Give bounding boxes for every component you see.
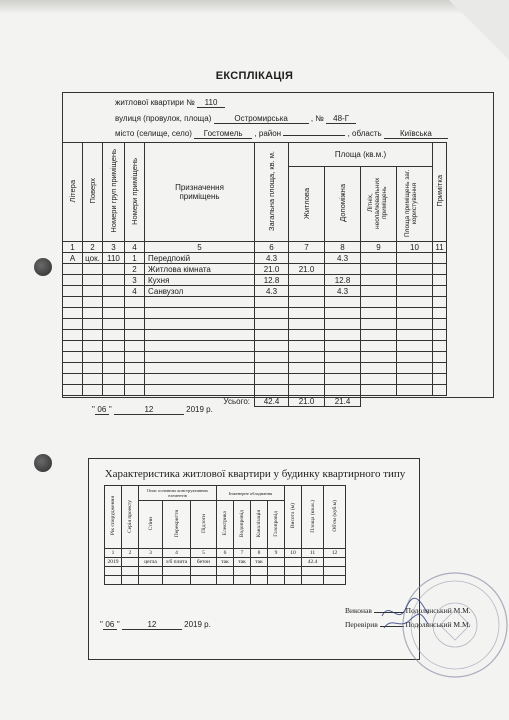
- char-col-number: 4: [163, 549, 191, 558]
- street-value: Остромирська: [214, 114, 309, 124]
- cell-note: [433, 286, 447, 297]
- char-col-number: 7: [234, 549, 251, 558]
- cell-living: [289, 253, 325, 264]
- house-number: 48-Г: [326, 114, 356, 124]
- char-cell-volume: [324, 558, 346, 567]
- executor-name: Подолянський М.М.: [405, 606, 471, 615]
- char-cell-height: [285, 558, 302, 567]
- char-cell-walls: цегла: [139, 558, 163, 567]
- char-col-engineering-group: Інженерне обладнання: [217, 486, 285, 501]
- document-title: ЕКСПЛІКАЦІЯ: [215, 70, 294, 82]
- col-number: 7: [289, 242, 325, 253]
- empty-row: [63, 297, 447, 308]
- cell-floor: [83, 264, 103, 275]
- punch-hole-bottom: [34, 454, 52, 472]
- char-col-height: Висота (м): [290, 503, 296, 529]
- char-cell-year: 2019: [105, 558, 122, 567]
- cell-auxiliary: 12.8: [325, 275, 361, 286]
- char-col-volume: Об'єм (куб.м): [331, 500, 338, 532]
- cell-note: [433, 264, 447, 275]
- cell-room-no: 3: [125, 275, 145, 286]
- char-data-row: [105, 558, 346, 567]
- char-cell-series: [122, 558, 139, 567]
- city-value: Гостомель: [194, 129, 252, 139]
- cell-room-no: 4: [125, 286, 145, 297]
- table-row: [63, 286, 447, 297]
- char-col-number: 1: [105, 549, 122, 558]
- region-value: Київська: [384, 129, 448, 139]
- empty-row: [63, 385, 447, 396]
- cell-summer: [361, 264, 397, 275]
- date-line-1: " 06 " 12 2019 р.: [92, 405, 213, 414]
- cell-total-area: 4.3: [255, 253, 289, 264]
- col-purpose: Призначення приміщень: [145, 143, 255, 242]
- scan-shadow: [0, 0, 509, 14]
- cell-room-no: 1: [125, 253, 145, 264]
- cell-litera: [63, 286, 83, 297]
- col-number: 2: [83, 242, 103, 253]
- region-label: , область: [347, 129, 382, 138]
- executor-label: Виконав: [345, 606, 372, 615]
- header-apartment-line: [115, 98, 225, 108]
- cell-auxiliary: [325, 264, 361, 275]
- cell-common: [397, 275, 433, 286]
- col-number: 11: [433, 242, 447, 253]
- date2-month: 12: [122, 620, 182, 630]
- cell-purpose: Санвузол: [145, 286, 255, 297]
- house-label: , №: [310, 114, 324, 123]
- date-line-2: " 06 " 12 2019 р.: [100, 620, 211, 629]
- col-room-no: Номери приміщень: [130, 157, 139, 225]
- empty-row: [63, 330, 447, 341]
- header-street-line: [115, 114, 356, 124]
- cell-room-no: 2: [125, 264, 145, 275]
- char-col-gas: Газопровід: [273, 510, 279, 537]
- char-col-area: Площа (кв.м.): [309, 499, 316, 533]
- cell-living: [289, 275, 325, 286]
- char-col-year: Рік спорудження: [110, 496, 116, 536]
- col-living: Житлова: [302, 187, 311, 219]
- total-auxiliary: 21.4: [325, 396, 361, 407]
- char-col-walls: Стіни: [147, 516, 154, 531]
- char-empty-row: [105, 567, 346, 576]
- punch-hole-top: [34, 258, 52, 276]
- total-living: 21.0: [289, 396, 325, 407]
- char-col-ceilings: Перекриття: [173, 509, 180, 538]
- district-label: , район: [254, 129, 282, 138]
- date1-month: 12: [114, 405, 184, 415]
- cell-group-no: [103, 286, 125, 297]
- date1-year: 2019 р.: [186, 405, 213, 414]
- char-col-floor: Підлоги: [200, 514, 207, 533]
- empty-row: [63, 352, 447, 363]
- char-empty-row: [105, 576, 346, 585]
- char-number-row: [105, 549, 346, 558]
- cell-common: [397, 286, 433, 297]
- folded-corner: [449, 0, 509, 60]
- district-value: [283, 135, 345, 136]
- col-number: 4: [125, 242, 145, 253]
- cell-group-no: [103, 264, 125, 275]
- col-number: 8: [325, 242, 361, 253]
- col-number: 5: [145, 242, 255, 253]
- char-col-number: 11: [302, 549, 324, 558]
- char-col-number: 10: [285, 549, 302, 558]
- cell-common: [397, 264, 433, 275]
- col-area-group: Площа (кв.м.): [289, 143, 433, 167]
- cell-living: 21.0: [289, 264, 325, 275]
- char-col-number: 3: [139, 549, 163, 558]
- char-col-sewer: Каналізація: [256, 509, 262, 538]
- empty-row: [63, 374, 447, 385]
- cell-summer: [361, 253, 397, 264]
- cell-note: [433, 275, 447, 286]
- char-col-number: 6: [217, 549, 234, 558]
- char-col-electricity: Електрика: [222, 511, 228, 536]
- char-cell-sewer: так: [251, 558, 268, 567]
- cell-note: [433, 253, 447, 264]
- char-cell-area: 42.4: [302, 558, 324, 567]
- col-floor: Поверх: [88, 178, 97, 204]
- col-number: 10: [397, 242, 433, 253]
- char-col-water: Водопровід: [239, 509, 245, 538]
- col-number: 6: [255, 242, 289, 253]
- explication-table: [62, 142, 447, 407]
- cell-total-area: 21.0: [255, 264, 289, 275]
- characteristic-title: Характеристика житлової квартири у будинку квартирного типу: [104, 468, 406, 480]
- header-city-line: [115, 129, 448, 139]
- city-label: місто (селище, село): [115, 129, 192, 138]
- empty-row: [63, 319, 447, 330]
- empty-row: [63, 363, 447, 374]
- cell-common: [397, 253, 433, 264]
- total-area: 42.4: [255, 396, 289, 407]
- cell-litera: А: [63, 253, 83, 264]
- col-common: Площа приміщень заг. користування: [403, 169, 418, 237]
- date2-year: 2019 р.: [184, 620, 211, 629]
- char-cell-floor: бетон: [191, 558, 217, 567]
- col-litera: Літера: [68, 179, 77, 203]
- street-label: вулиця (провулок, площа): [115, 114, 212, 123]
- char-cell-water: так: [234, 558, 251, 567]
- empty-row: [63, 308, 447, 319]
- cell-group-no: 110: [103, 253, 125, 264]
- char-col-number: 9: [268, 549, 285, 558]
- col-auxiliary: Допоміжна: [338, 184, 347, 222]
- signature-scribble-icon: [380, 596, 430, 632]
- cell-litera: [63, 264, 83, 275]
- cell-summer: [361, 275, 397, 286]
- cell-auxiliary: 4.3: [325, 286, 361, 297]
- col-number: 3: [103, 242, 125, 253]
- col-group-no: Номери груп приміщень: [109, 149, 118, 233]
- char-col-number: 2: [122, 549, 139, 558]
- char-col-constr-group: Опис основних конструктивних елементів: [139, 486, 217, 501]
- cell-floor: [83, 286, 103, 297]
- cell-purpose: Житлова кімната: [145, 264, 255, 275]
- col-note: Примітка: [435, 175, 444, 207]
- cell-total-area: 12.8: [255, 275, 289, 286]
- table-row: [63, 264, 447, 275]
- apartment-number: 110: [197, 98, 225, 108]
- col-number: 9: [361, 242, 397, 253]
- char-col-number: 5: [191, 549, 217, 558]
- apartment-label: житлової квартири №: [115, 98, 195, 107]
- col-total-area: Загальна площа, кв. м.: [267, 151, 276, 231]
- cell-litera: [63, 275, 83, 286]
- char-col-number: 8: [251, 549, 268, 558]
- characteristic-table: [104, 485, 346, 585]
- date1-day: 06: [95, 405, 109, 415]
- checker-label: Перевірив: [345, 620, 378, 629]
- cell-purpose: Передпокій: [145, 253, 255, 264]
- column-number-row: [63, 242, 447, 253]
- char-cell-gas: [268, 558, 285, 567]
- cell-floor: цок.: [83, 253, 103, 264]
- date2-day: 06: [103, 620, 117, 630]
- char-cell-electricity: так: [217, 558, 234, 567]
- table-row: [63, 253, 447, 264]
- table-row: [63, 275, 447, 286]
- empty-row: [63, 341, 447, 352]
- char-cell-ceilings: з/б плита: [163, 558, 191, 567]
- cell-total-area: 4.3: [255, 286, 289, 297]
- col-number: 1: [63, 242, 83, 253]
- cell-group-no: [103, 275, 125, 286]
- total-label: Усього:: [145, 396, 255, 407]
- char-col-number: 12: [324, 549, 346, 558]
- col-summer: Літніх, неопалювальних приміщень: [366, 177, 388, 229]
- char-col-series: Серія проекту: [127, 499, 133, 533]
- checker-name: Подолянський М.М.: [405, 620, 471, 629]
- cell-living: [289, 286, 325, 297]
- cell-purpose: Кухня: [145, 275, 255, 286]
- cell-floor: [83, 275, 103, 286]
- cell-summer: [361, 286, 397, 297]
- cell-auxiliary: 4.3: [325, 253, 361, 264]
